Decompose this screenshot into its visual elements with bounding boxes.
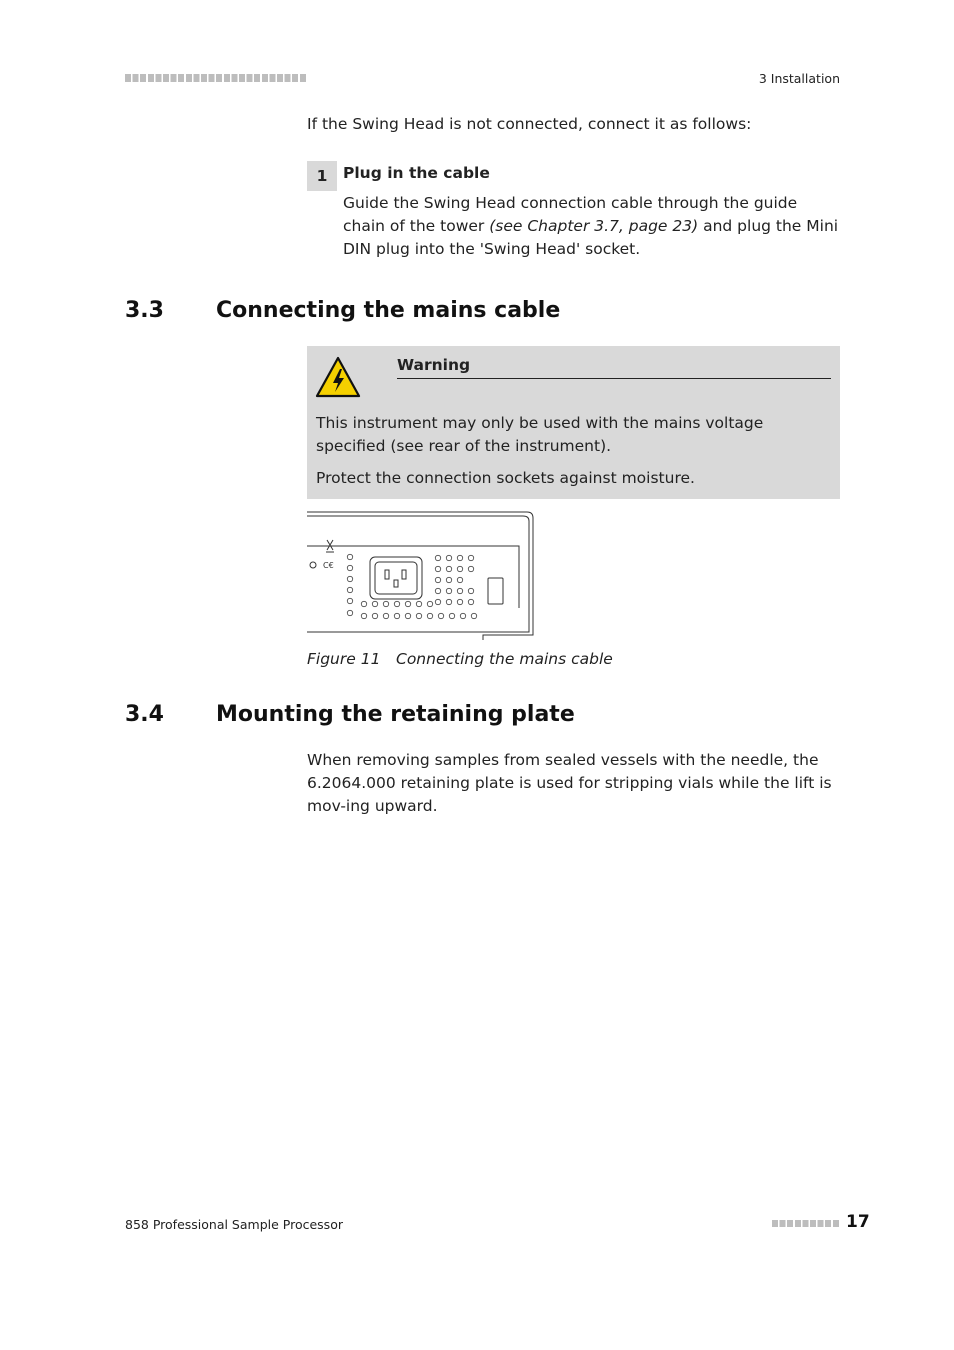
step-text-after: and plug the Mini DIN plug into the 'Swing Head' socket. — [343, 217, 839, 258]
warning-rule — [397, 378, 831, 379]
section-3-3-heading — [125, 298, 725, 328]
warning-box — [307, 346, 840, 499]
section-title: Connecting the mains cable — [216, 298, 561, 323]
chapter-reference-link[interactable]: (see Chapter 3.7, page 23) — [489, 217, 699, 235]
step-title: Plug in the cable — [343, 164, 490, 182]
figure-caption: Connecting the mains cable — [396, 650, 613, 668]
section-title: Mounting the retaining plate — [216, 702, 575, 727]
section-3-4-heading — [125, 702, 725, 732]
footer-decoration — [772, 1220, 840, 1227]
section-number: 3.3 — [125, 298, 164, 323]
page-number: 17 — [846, 1212, 870, 1232]
header-chapter: 3 Installation — [758, 71, 840, 86]
warning-title: Warning — [397, 356, 471, 374]
footer-product: 858 Professional Sample Processor — [125, 1217, 343, 1232]
header-decoration — [125, 74, 307, 82]
section-number: 3.4 — [125, 702, 164, 727]
mains-socket-figure — [307, 510, 537, 640]
step-text-before: Guide the Swing Head connection cable through the guide chain of the tower — [343, 194, 798, 235]
step-text — [343, 192, 840, 261]
figure-label: Figure 11 — [307, 650, 381, 668]
warning-text-moisture: Protect the connection sockets against moisture. — [316, 469, 695, 487]
warning-text-voltage: This instrument may only be used with the mains voltage specified (see rear of the instrument). — [316, 414, 764, 455]
svg-text:C€: C€ — [323, 561, 334, 570]
retaining-plate-text: When removing samples from sealed vessels with the needle, the 6.2064.000 retaining plate is used for stripping vials while the lift is mov-ing upward. — [307, 751, 832, 815]
intro-text: If the Swing Head is not connected, connect it as follows: — [307, 115, 752, 133]
step-number: 1 — [307, 161, 337, 191]
high-voltage-warning-icon — [315, 356, 361, 398]
